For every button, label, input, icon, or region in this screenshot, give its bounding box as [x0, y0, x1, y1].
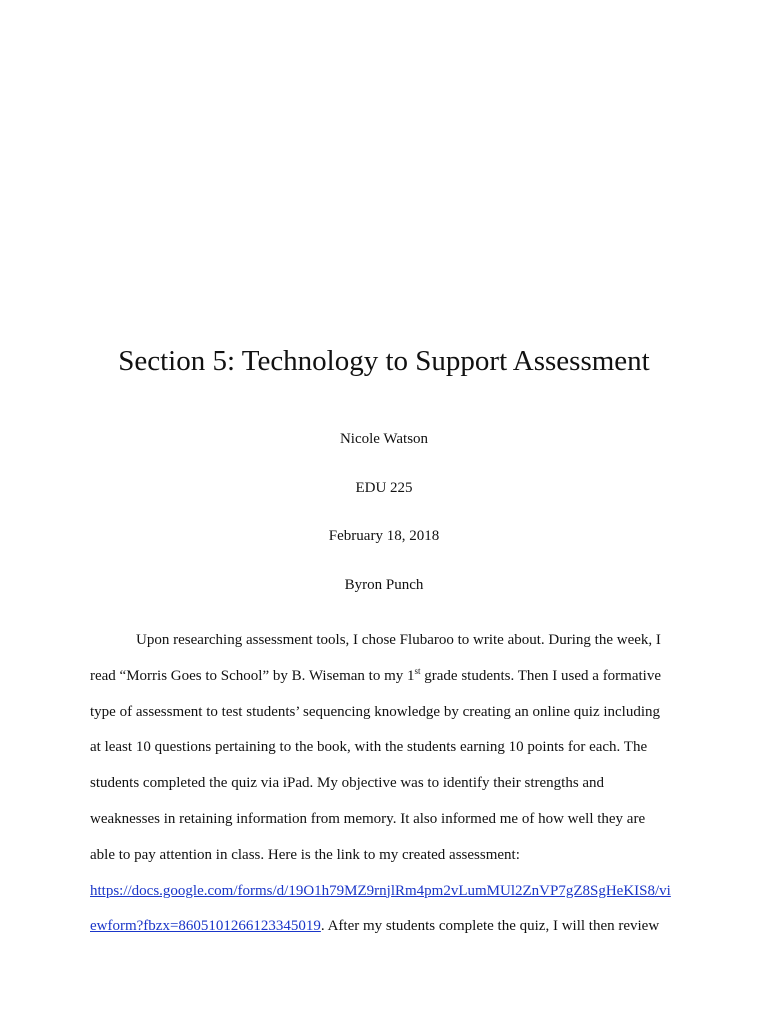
assessment-link[interactable]: https://docs.google.com/forms/d/19O1h79MZ9rnjlRm4pm2vLumMUl2ZnVP7gZ8SgHeKIS8/vi: [90, 882, 671, 899]
body-paragraph: [90, 623, 680, 945]
page-title: Section 5: Technology to Support Assessment: [118, 345, 650, 377]
paragraph-line: ewform?fbzx=8605101266123345019. After my students complete the quiz, I will then review: [90, 918, 660, 935]
paragraph-line: [90, 874, 680, 910]
paragraph-line: Upon researching assessment tools, I chose Flubaroo to write about. During the week, I: [136, 632, 661, 648]
paragraph-line: at least 10 questions pertaining to the book, with the students earning 10 points for each. The: [90, 739, 648, 756]
paragraph-line: type of assessment to test students’ sequencing knowledge by creating an online quiz including: [90, 703, 661, 720]
course-code: EDU 225: [355, 480, 413, 496]
paragraph-line: read “Morris Goes to School” by B. Wiseman to my 1st grade students. Then I used a formative: [90, 665, 661, 684]
assessment-link-continued[interactable]: ewform?fbzx=8605101266123345019: [90, 918, 321, 935]
paragraph-line: weaknesses in retaining information from memory. It also informed me of how well they are: [90, 810, 646, 827]
instructor-name: Byron Punch: [344, 577, 424, 593]
superscript-ordinal: st: [414, 665, 421, 676]
paragraph-line: able to pay attention in class. Here is the link to my created assessment:: [90, 846, 520, 863]
document-date: February 18, 2018: [328, 528, 440, 544]
paragraph-line: students completed the quiz via iPad. My objective was to identify their strengths and: [90, 775, 605, 792]
author-name: Nicole Watson: [339, 431, 429, 447]
